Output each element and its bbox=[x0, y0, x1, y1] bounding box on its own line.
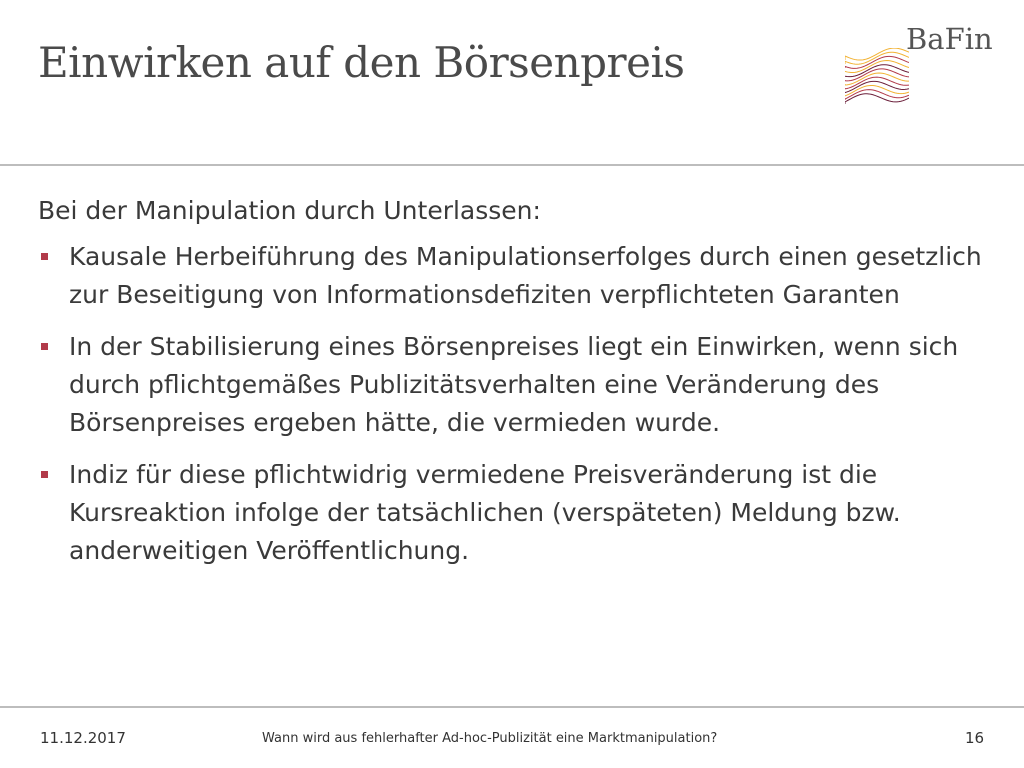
bullet-item bbox=[38, 456, 998, 570]
intro-text: Bei der Manipulation durch Unterlassen: bbox=[38, 196, 541, 225]
bullet-text: In der Stabilisierung eines Börsenpreises liegt ein Einwirken, wenn sich durch pflichtgemäßes Publizitätsverhalten eine Veränderung des Börsenpreises ergeben hätte, die vermieden wurde. bbox=[69, 332, 959, 437]
footer-date: 11.12.2017 bbox=[40, 729, 126, 747]
brand-name: BaFin bbox=[906, 22, 993, 56]
footer-divider bbox=[0, 706, 1024, 708]
bullet-text: Indiz für diese pflichtwidrig vermiedene Preisveränderung ist die Kursreaktion infolge der tatsächlichen (verspäteten) Meldung bzw. anderweitigen Veröffentlichung. bbox=[69, 460, 901, 565]
logo-wave-line bbox=[845, 65, 909, 77]
bafin-logo-icon bbox=[845, 48, 909, 108]
square-bullet-icon bbox=[41, 471, 48, 478]
slide-title: Einwirken auf den Börsenpreis bbox=[38, 38, 685, 87]
square-bullet-icon bbox=[41, 253, 48, 260]
bullet-item bbox=[38, 328, 998, 442]
bullet-item bbox=[38, 238, 998, 314]
slide-body bbox=[38, 192, 998, 584]
square-bullet-icon bbox=[41, 343, 48, 350]
footer-title: Wann wird aus fehlerhafter Ad-hoc-Publizität eine Marktmanipulation? bbox=[262, 731, 718, 746]
bullet-list bbox=[38, 238, 998, 570]
logo-wave-line bbox=[845, 94, 909, 104]
header-divider bbox=[0, 164, 1024, 166]
bullet-text: Kausale Herbeiführung des Manipulationserfolges durch einen gesetzlich zur Beseitigung von Informationsdefiziten verpflichteten Garanten bbox=[69, 242, 982, 309]
page-number: 16 bbox=[965, 729, 985, 747]
logo-wave-line bbox=[845, 61, 909, 73]
